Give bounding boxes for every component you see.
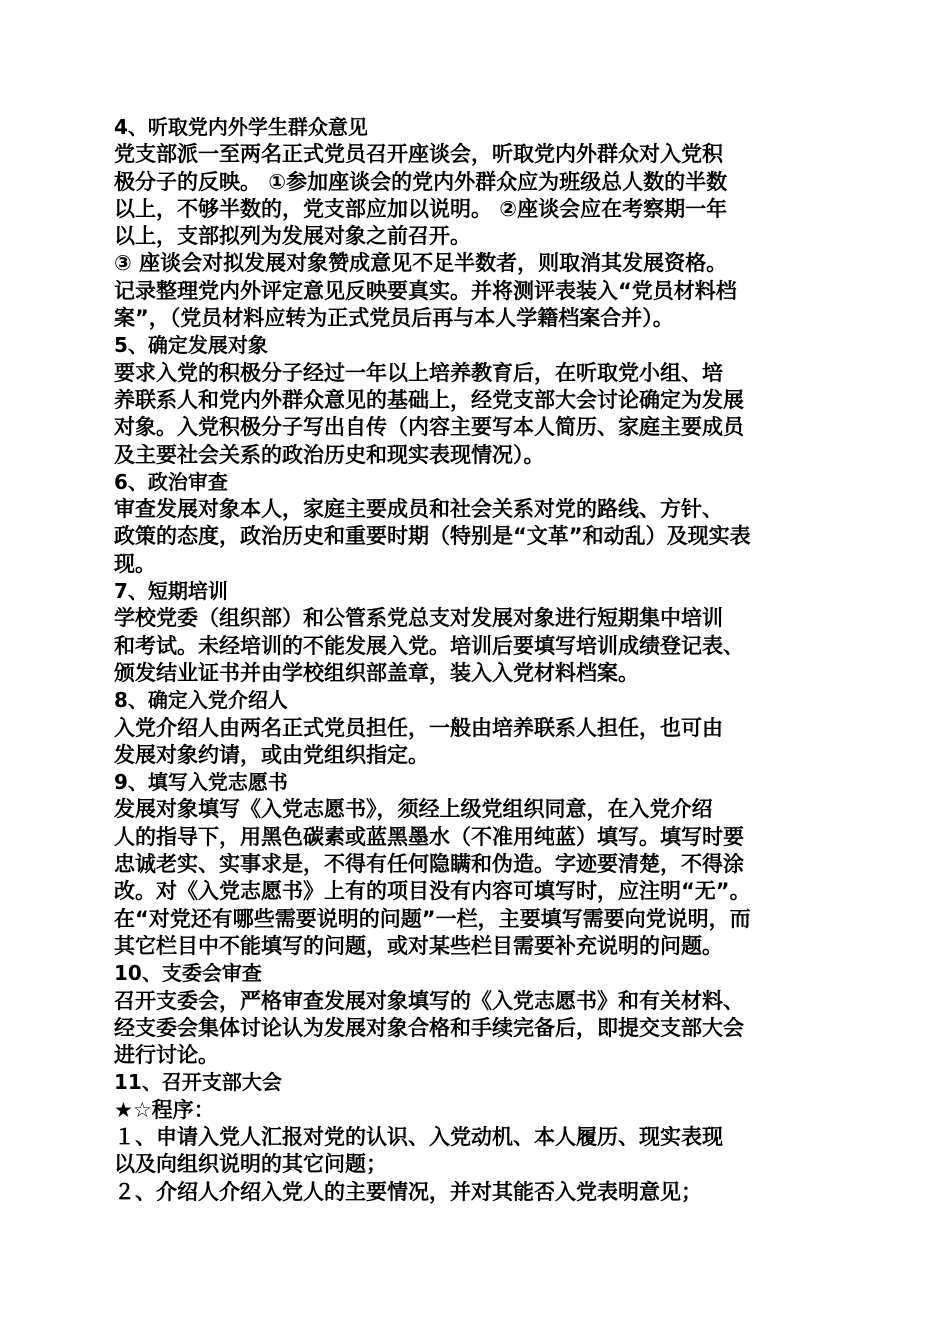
text-line: 以上，不够半数的，党支部应加以说明。 ②座谈会应在考察期一年 (114, 196, 728, 221)
section-heading: 8、确定入党介绍人 (114, 688, 288, 713)
text-line: 党支部派一至两名正式党员召开座谈会，听取党内外群众对入党积 (114, 142, 723, 167)
text-line: 记录整理党内外评定意见反映要真实。并将测评表装入“党员材料档 (114, 278, 737, 303)
document-page (114, 114, 840, 1206)
text-line: 入党介绍人由两名正式党员担任，一般由培养联系人担任，也可由 (114, 715, 723, 740)
section-heading: 9、填写入党志愿书 (114, 770, 288, 795)
section-heading: 7、短期培训 (114, 579, 228, 604)
section-heading: 4、听取党内外学生群众意见 (114, 115, 368, 139)
text-line: 颁发结业证书并由学校组织部盖章，装入入党材料档案。 (114, 660, 639, 685)
text-line: 其它栏目中不能填写的问题，或对某些栏目需要补充说明的问题。 (114, 933, 723, 958)
text-line: 极分子的反映。 ①参加座谈会的党内外群众应为班级总人数的半数 (114, 169, 728, 194)
text-line: 忠诚老实、实事求是，不得有任何隐瞒和伪造。字迹要清楚，不得涂 (114, 852, 744, 877)
text-line: 案”，（党员材料应转为正式党员后再与本人学籍档案合并）。 (114, 306, 674, 331)
text-line: 人的指导下，用黑色碳素或蓝黑墨水（不准用纯蓝）填写。填写时要 (114, 824, 744, 849)
text-line: 进行讨论。 (114, 1043, 219, 1068)
section-heading: 6、政治审查 (114, 469, 228, 494)
text-line: 和考试。未经培训的不能发展入党。培训后要填写培训成绩登记表、 (114, 633, 744, 658)
text-line: ２、介绍人介绍入党人的主要情况，并对其能否入党表明意见； (114, 1179, 702, 1204)
text-line: 学校党委（组织部）和公管系党总支对发展对象进行短期集中培训 (114, 606, 723, 631)
text-line: 召开支委会，严格审查发展对象填写的《入党志愿书》和有关材料、 (114, 988, 744, 1013)
text-line: 对象。入党积极分子写出自传（内容主要写本人简历、家庭主要成员 (114, 415, 744, 440)
text-line: 以上，支部拟列为发展对象之前召开。 (114, 224, 471, 249)
section-heading: 10、支委会审查 (114, 961, 262, 986)
text-line: 在“对党还有哪些需要说明的问题”一栏，主要填写需要向党说明，而 (114, 906, 751, 931)
text-line: 及主要社会关系的政治历史和现实表现情况）。 (114, 442, 545, 467)
text-line: 要求入党的积极分子经过一年以上培养教育后，在听取党小组、培 (114, 360, 723, 385)
text-line: 经支委会集体讨论认为发展对象合格和手续完备后，即提交支部大会 (114, 1015, 744, 1040)
text-line: 改。对《入党志愿书》上有的项目没有内容可填写时，应注明“无”。 (114, 879, 751, 904)
text-line: 政策的态度，政治历史和重要时期（特别是“文革”和动乱）及现实表 (114, 524, 751, 549)
text-line: 现。 (114, 551, 156, 576)
text-line: ③ 座谈会对拟发展对象赞成意见不足半数者，则取消其发展资格。 (114, 251, 728, 276)
text-line: 以及向组织说明的其它问题； (114, 1152, 387, 1177)
section-heading: 5、确定发展对象 (114, 333, 268, 358)
text-line: 养联系人和党内外群众意见的基础上，经党支部大会讨论确定为发展 (114, 387, 744, 412)
text-line: ★☆程序： (114, 1097, 215, 1122)
text-line: 发展对象填写《入党志愿书》，须经上级党组织同意，在入党介绍 (114, 797, 713, 822)
text-line: 发展对象约请，或由党组织指定。 (114, 742, 429, 767)
section-heading: 11、召开支部大会 (114, 1070, 282, 1095)
text-line: 审查发展对象本人，家庭主要成员和社会关系对党的路线、方针、 (114, 497, 723, 522)
text-line: １、申请入党人汇报对党的认识、入党动机、本人履历、现实表现 (114, 1124, 723, 1149)
